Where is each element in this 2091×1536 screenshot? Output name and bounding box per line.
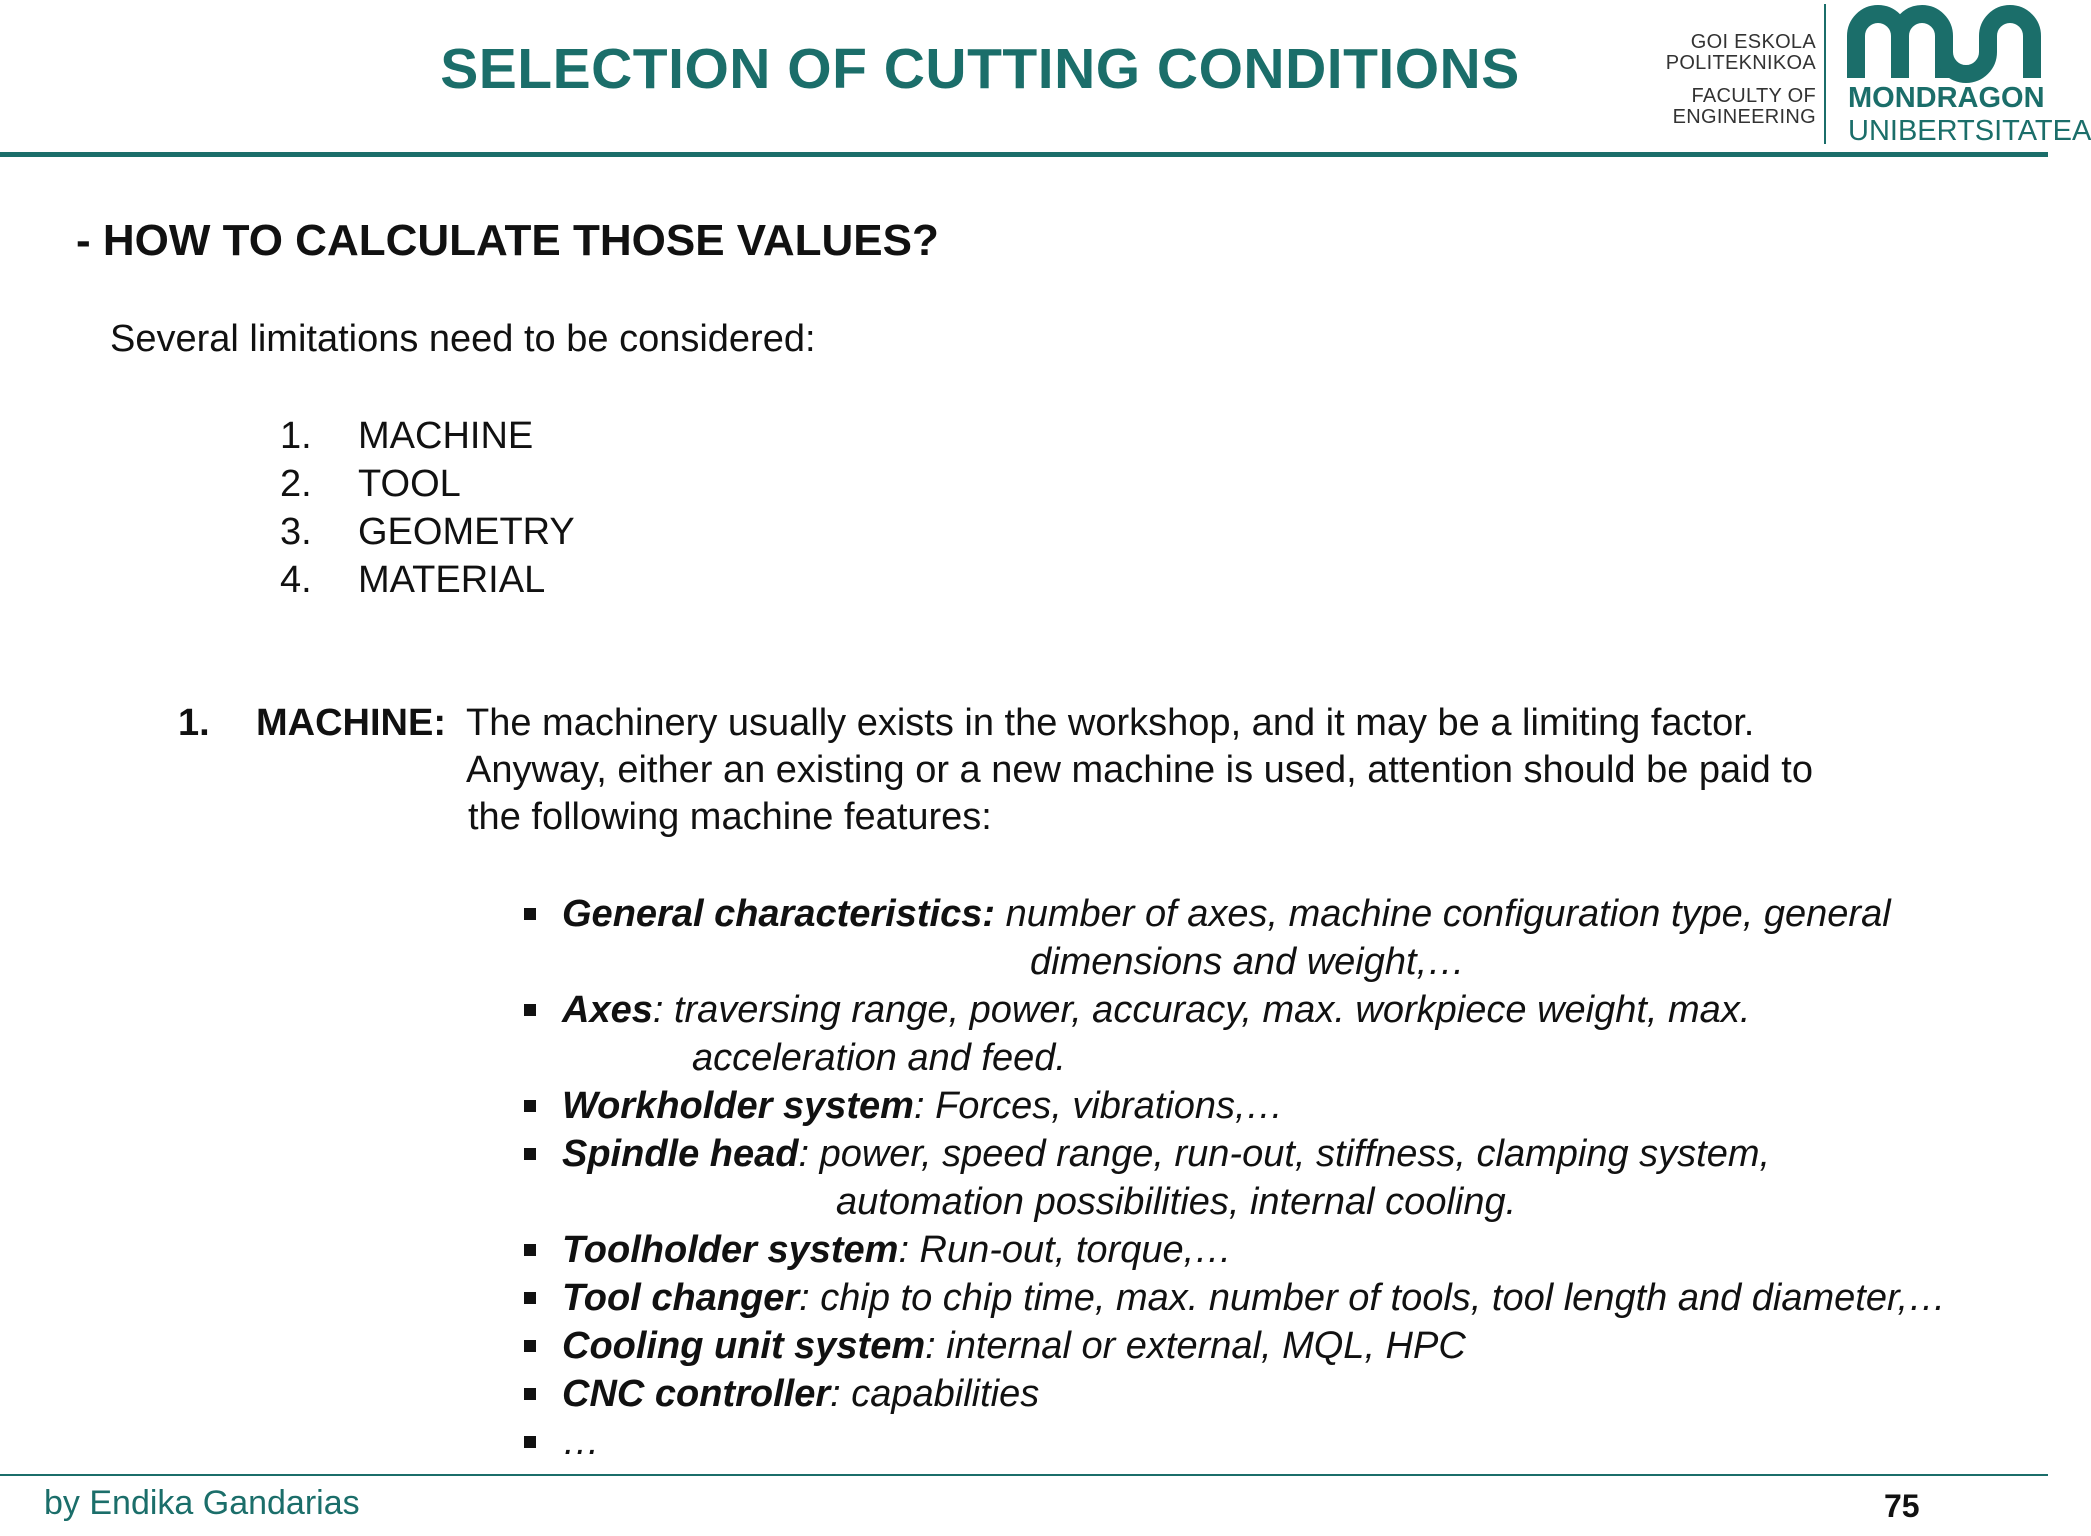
faculty-logo-text <box>1666 32 1816 128</box>
footer-rule <box>0 1474 2048 1476</box>
list-item: General characteristics: number of axes, machine configuration type, general <box>520 890 1946 938</box>
bullet-icon <box>524 1004 536 1016</box>
university-name <box>1848 82 2091 148</box>
author-credit: by Endika Gandarias <box>44 1484 360 1522</box>
machine-line-2: Anyway, either an existing or a new machine is used, attention should be paid to <box>466 749 1813 791</box>
bullet-icon <box>524 1436 536 1448</box>
slide-header <box>0 0 2091 156</box>
bullet-icon <box>524 1340 536 1352</box>
list-item-continuation: dimensions and weight,… <box>1030 941 1466 983</box>
list-item: Toolholder system: Run-out, torque,… <box>520 1226 1946 1274</box>
bullet-icon <box>524 1388 536 1400</box>
logo-divider <box>1824 4 1826 144</box>
bullet-icon <box>524 908 536 920</box>
list-item: Cooling unit system: internal or external, MQL, HPC <box>520 1322 1946 1370</box>
list-item: … <box>520 1418 1946 1466</box>
bullet-icon <box>524 1148 536 1160</box>
section-title: - HOW TO CALCULATE THOSE VALUES? <box>76 216 939 265</box>
machine-number: 1. <box>178 702 210 744</box>
slide-title: SELECTION OF CUTTING CONDITIONS <box>440 37 1520 101</box>
list-item: Spindle head: power, speed range, run-out, stiffness, clamping system, <box>520 1130 1946 1178</box>
bullet-icon <box>524 1292 536 1304</box>
list-item: Axes: traversing range, power, accuracy, max. workpiece weight, max. <box>520 986 1946 1034</box>
bullet-icon <box>524 1100 536 1112</box>
list-item: Tool changer: chip to chip time, max. number of tools, tool length and diameter,… <box>520 1274 1946 1322</box>
logo-line-3: FACULTY OF <box>1691 85 1816 107</box>
machine-line-1: The machinery usually exists in the workshop, and it may be a limiting factor. <box>466 702 1755 744</box>
features-list <box>520 890 1946 1466</box>
logo-line-4: ENGINEERING <box>1672 106 1816 128</box>
page-number: 75 <box>1884 1488 1920 1524</box>
header-rule <box>0 152 2048 157</box>
logo-line-2: POLITEKNIKOA <box>1665 52 1816 74</box>
list-item: 4. MATERIAL <box>280 559 546 601</box>
bullet-icon <box>524 1244 536 1256</box>
list-item-continuation: automation possibilities, internal cooling. <box>836 1181 1517 1223</box>
list-item: Workholder system: Forces, vibrations,… <box>520 1082 1946 1130</box>
list-item: 1. MACHINE <box>280 415 534 457</box>
machine-label: MACHINE: <box>256 702 446 744</box>
list-item: CNC controller: capabilities <box>520 1370 1946 1418</box>
intro-text: Several limitations need to be considered: <box>110 318 816 360</box>
limitations-list <box>280 412 575 604</box>
logo-name-1: MONDRAGON <box>1848 82 2045 114</box>
mondragon-logo-icon <box>1848 6 2038 80</box>
logo-name-2: UNIBERTSITATEA <box>1848 115 2091 147</box>
machine-line-3: the following machine features: <box>468 796 992 838</box>
list-item-continuation: acceleration and feed. <box>692 1037 1066 1079</box>
list-item: 3. GEOMETRY <box>280 511 575 553</box>
logo-line-1: GOI ESKOLA <box>1690 31 1816 53</box>
list-item: 2. TOOL <box>280 463 461 505</box>
